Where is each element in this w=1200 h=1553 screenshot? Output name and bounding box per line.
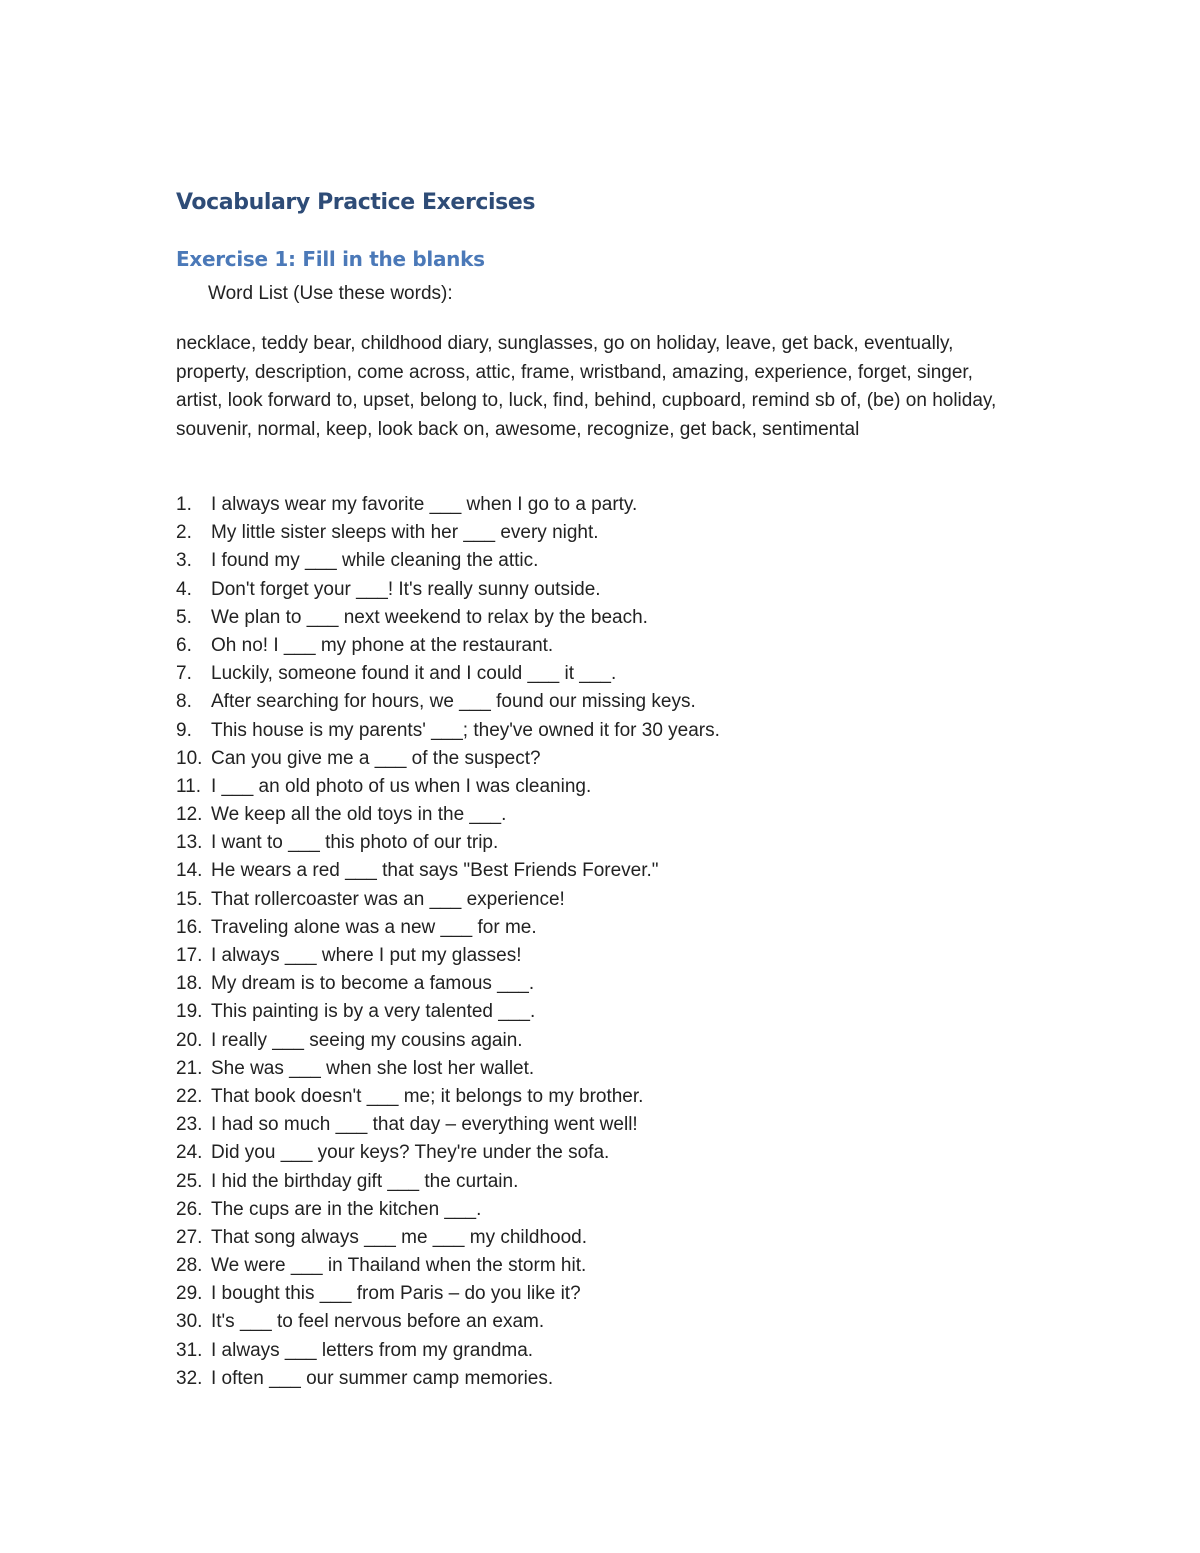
question-item	[176, 1139, 720, 1167]
question-number: 21.	[176, 1057, 203, 1079]
question-number: 13.	[176, 832, 203, 854]
question-number: 20.	[176, 1029, 203, 1051]
question-text: He wears a red ___ that says "Best Friends Forever."	[211, 860, 659, 882]
question-number: 29.	[176, 1283, 203, 1305]
question-item	[176, 1111, 720, 1139]
question-text: Did you ___ your keys? They're under the sofa.	[211, 1142, 610, 1164]
question-item	[176, 660, 720, 688]
question-number: 5.	[176, 606, 192, 628]
question-item	[176, 519, 720, 547]
question-text: I always wear my favorite ___ when I go to a party.	[211, 494, 638, 515]
question-text: I had so much ___ that day – everything went well!	[211, 1114, 638, 1136]
question-item	[176, 1365, 720, 1393]
question-text: My little sister sleeps with her ___ every night.	[211, 522, 599, 544]
question-number: 31.	[176, 1339, 203, 1361]
question-item	[176, 1280, 720, 1308]
question-number: 10.	[176, 747, 203, 769]
question-text: My dream is to become a famous ___.	[211, 973, 535, 995]
question-item	[176, 1196, 720, 1224]
question-text: That rollercoaster was an ___ experience!	[211, 888, 565, 910]
question-number: 16.	[176, 916, 203, 938]
question-item	[176, 717, 720, 745]
question-number: 28.	[176, 1255, 203, 1277]
word-list: necklace, teddy bear, childhood diary, sunglasses, go on holiday, leave, get back, eventually, property, description, come across, attic, frame, wristband, amazing, experience, forget, singer, artist, look forward to, upset, belong to, luck, find, behind, cupboard, remind sb of, (be) on holiday, souvenir, normal, keep, look back on, awesome, recognize, get back, sentimental	[176, 333, 997, 440]
question-item	[176, 970, 720, 998]
exercise-heading: Exercise 1: Fill in the blanks	[176, 247, 485, 271]
question-number: 19.	[176, 1001, 203, 1023]
question-number: 3.	[176, 550, 192, 572]
question-item	[176, 632, 720, 660]
question-text: Don't forget your ___! It's really sunny outside.	[211, 578, 601, 600]
question-number: 6.	[176, 634, 192, 656]
question-text: Luckily, someone found it and I could ___ it ___.	[211, 663, 617, 685]
question-text: I really ___ seeing my cousins again.	[211, 1029, 523, 1051]
question-text: I often ___ our summer camp memories.	[211, 1367, 554, 1389]
question-item	[176, 1083, 720, 1111]
question-item	[176, 773, 720, 801]
document-title: Vocabulary Practice Exercises	[176, 190, 536, 215]
question-item	[176, 1224, 720, 1252]
question-number: 14.	[176, 860, 203, 882]
question-number: 12.	[176, 804, 203, 826]
question-number: 27.	[176, 1226, 203, 1248]
question-text: I hid the birthday gift ___ the curtain.	[211, 1170, 519, 1192]
question-item	[176, 1027, 720, 1055]
question-item	[176, 688, 720, 716]
question-text: We keep all the old toys in the ___.	[211, 804, 507, 826]
question-text: That song always ___ me ___ my childhood.	[211, 1226, 587, 1248]
question-text: Traveling alone was a new ___ for me.	[211, 916, 537, 938]
question-text: I always ___ where I put my glasses!	[211, 945, 522, 966]
question-number: 24.	[176, 1142, 203, 1164]
question-number: 15.	[176, 888, 203, 910]
question-item	[176, 942, 720, 970]
question-item	[176, 576, 720, 604]
question-item	[176, 1252, 720, 1280]
question-text: I want to ___ this photo of our trip.	[211, 832, 499, 854]
question-item	[176, 914, 720, 942]
question-number: 30.	[176, 1311, 203, 1333]
question-number: 7.	[176, 663, 192, 685]
question-text: I found my ___ while cleaning the attic.	[211, 550, 539, 572]
question-number: 18.	[176, 973, 203, 995]
question-text: She was ___ when she lost her wallet.	[211, 1057, 535, 1079]
question-item	[176, 1168, 720, 1196]
question-number: 32.	[176, 1367, 203, 1389]
question-item	[176, 857, 720, 885]
question-number: 2.	[176, 522, 192, 544]
question-item	[176, 745, 720, 773]
question-number: 11.	[176, 775, 202, 797]
question-number: 23.	[176, 1114, 203, 1136]
question-text: After searching for hours, we ___ found our missing keys.	[211, 691, 696, 713]
question-number: 8.	[176, 691, 192, 713]
question-text: Oh no! I ___ my phone at the restaurant.	[211, 634, 554, 656]
question-number: 26.	[176, 1198, 203, 1220]
question-text: I ___ an old photo of us when I was cleaning.	[211, 775, 592, 797]
question-text: This painting is by a very talented ___.	[211, 1001, 536, 1023]
question-item	[176, 547, 720, 575]
question-number: 9.	[176, 719, 192, 741]
question-item	[176, 1055, 720, 1083]
question-text: That book doesn't ___ me; it belongs to my brother.	[211, 1085, 644, 1107]
question-text: I always ___ letters from my grandma.	[211, 1339, 534, 1361]
word-list-label: Word List (Use these words):	[208, 283, 453, 304]
question-text: I bought this ___ from Paris – do you like it?	[211, 1283, 581, 1305]
question-number: 1.	[176, 494, 192, 515]
question-text: We were ___ in Thailand when the storm hit.	[211, 1255, 587, 1277]
question-number: 4.	[176, 578, 192, 600]
question-text: We plan to ___ next weekend to relax by the beach.	[211, 606, 648, 628]
question-item	[176, 1308, 720, 1336]
question-text: It's ___ to feel nervous before an exam.	[211, 1311, 545, 1333]
question-number: 22.	[176, 1085, 203, 1107]
question-text: The cups are in the kitchen ___.	[211, 1198, 482, 1220]
question-item	[176, 886, 720, 914]
question-item	[176, 998, 720, 1026]
question-text: This house is my parents' ___; they've owned it for 30 years.	[211, 719, 720, 741]
question-item	[176, 829, 720, 857]
question-list	[176, 491, 720, 1393]
question-number: 25.	[176, 1170, 203, 1192]
question-item	[176, 604, 720, 632]
question-number: 17.	[176, 945, 203, 966]
question-text: Can you give me a ___ of the suspect?	[211, 747, 541, 769]
question-item	[176, 491, 720, 519]
question-item	[176, 1337, 720, 1365]
question-item	[176, 801, 720, 829]
